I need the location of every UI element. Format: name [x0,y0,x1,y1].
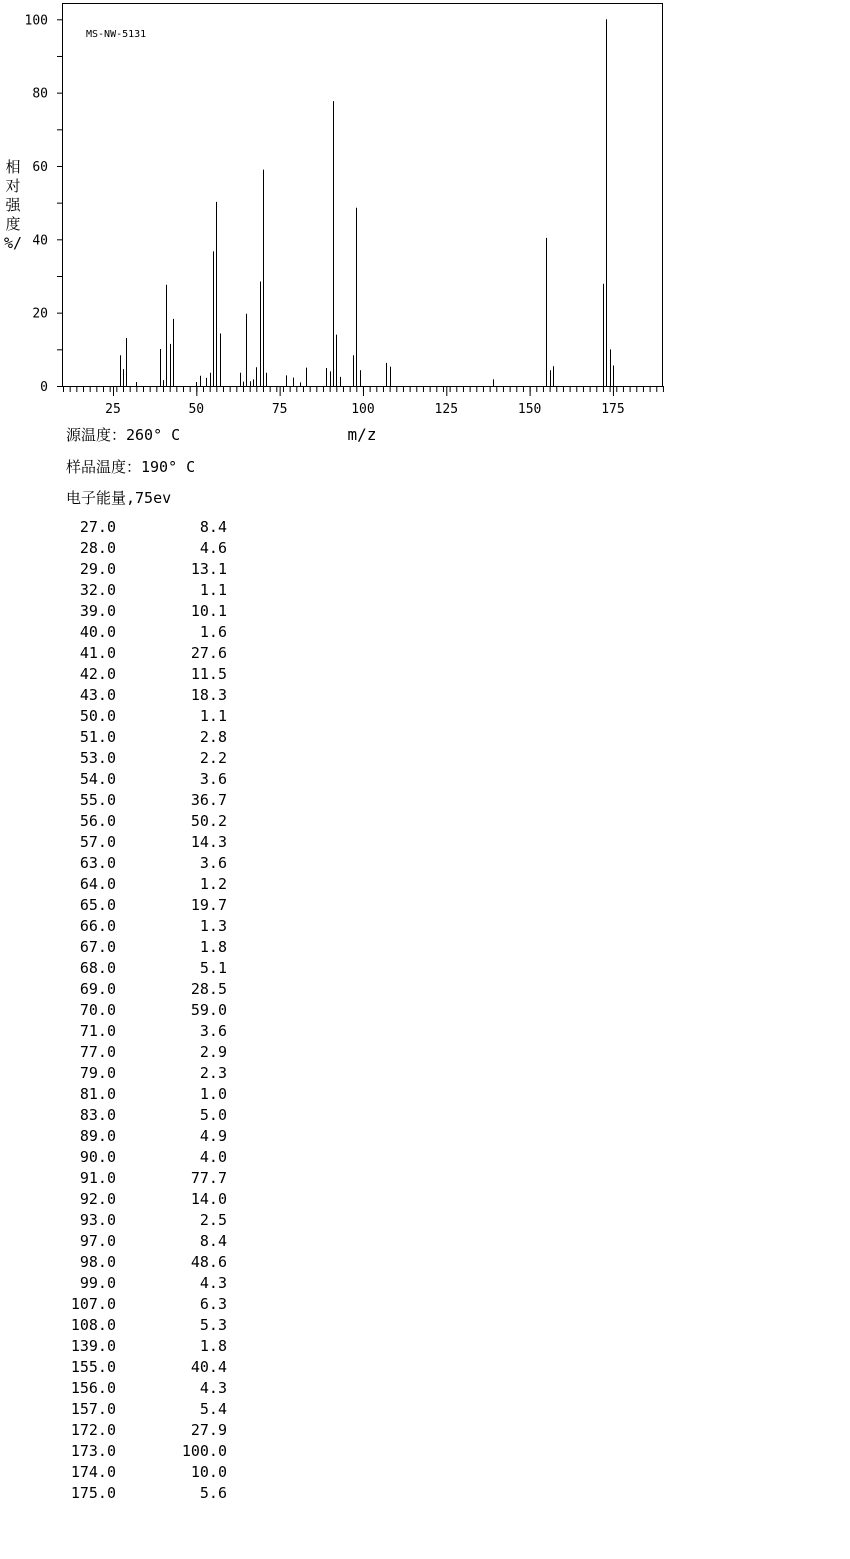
peak-mz: 173.0 [70,1442,116,1460]
peak-intensity: 4.6 [199,539,227,557]
peak-intensity: 2.2 [199,749,227,767]
y-tick-label: 0 [40,380,48,395]
x-tick-label: 150 [517,402,542,417]
y-tick-label: 80 [32,86,48,102]
peak-intensity: 13.1 [190,560,227,578]
peak-intensity: 1.3 [199,917,227,935]
peak-mz: 157.0 [70,1400,116,1418]
peak-intensity: 28.5 [190,980,227,998]
peak-mz: 70.0 [79,1001,116,1019]
spectrum-peaks [121,19,614,386]
peak-mz: 39.0 [79,602,116,620]
peak-intensity: 3.6 [199,770,227,788]
peak-intensity: 11.5 [190,665,227,683]
peak-intensity: 1.8 [199,938,227,956]
peak-mz: 77.0 [79,1043,116,1061]
peak-mz: 97.0 [79,1232,116,1250]
peak-mz: 56.0 [79,812,116,830]
peak-mz: 32.0 [79,581,116,599]
peak-mz: 175.0 [70,1484,116,1502]
peak-intensity: 1.8 [199,1337,227,1355]
peak-mz: 53.0 [79,749,116,767]
peak-mz: 69.0 [79,980,116,998]
peak-mz: 107.0 [70,1295,116,1313]
peak-mz: 108.0 [70,1316,116,1334]
x-tick-label: 25 [105,402,121,417]
peak-mz: 40.0 [79,623,116,641]
peak-mz: 91.0 [79,1169,116,1187]
peak-mz: 93.0 [79,1211,116,1229]
peak-mz: 54.0 [79,770,116,788]
peak-mz: 65.0 [79,896,116,914]
peak-mz: 50.0 [79,707,116,725]
y-axis-label-char: 相 [5,158,21,176]
peak-intensity: 18.3 [190,686,227,704]
x-tick-label: 50 [188,402,205,417]
y-axis-label [4,158,22,252]
peak-mz: 98.0 [79,1253,116,1271]
peak-mz: 99.0 [79,1274,116,1292]
peak-intensity: 1.2 [199,875,227,893]
y-tick-label: 40 [32,233,48,249]
peak-intensity: 2.3 [199,1064,227,1082]
peak-intensity: 8.4 [199,1232,227,1250]
sample-temperature: 样品温度：190° C [66,458,196,476]
mass-spectrum-chart [0,0,850,450]
peak-intensity: 4.9 [199,1127,227,1145]
peak-intensity: 77.7 [190,1169,227,1187]
peak-intensity: 4.3 [199,1379,227,1397]
peak-mz: 79.0 [79,1064,116,1082]
peak-mz: 66.0 [79,917,116,935]
peak-mz: 92.0 [79,1190,116,1208]
peak-intensity: 5.0 [199,1106,227,1124]
peak-mz: 139.0 [70,1337,116,1355]
y-axis-label-char: %/ [3,234,23,252]
peak-intensity: 10.1 [190,602,227,620]
peak-intensity: 8.4 [199,518,227,536]
plot-frame [63,4,663,387]
y-axis-label-char: 对 [5,177,21,195]
y-tick-label: 60 [32,159,48,175]
y-tick-label: 20 [32,306,48,322]
peak-mz: 89.0 [79,1127,116,1145]
peak-intensity: 2.8 [199,728,227,746]
peak-mz: 68.0 [79,959,116,977]
y-axis-label-char: 强 [5,196,21,214]
peak-intensity: 40.4 [190,1358,227,1376]
peak-intensity: 5.3 [199,1316,227,1334]
peak-intensity: 100.0 [181,1442,227,1460]
peak-intensity: 36.7 [190,791,227,809]
y-axis-ticks [25,13,63,395]
peak-intensity: 2.9 [199,1043,227,1061]
x-tick-label: 175 [601,402,625,417]
peak-intensity: 3.6 [199,1022,227,1040]
peak-mz: 41.0 [79,644,116,662]
peak-mz: 63.0 [79,854,116,872]
peak-mz: 64.0 [79,875,116,893]
peak-intensity: 2.5 [199,1211,227,1229]
peak-intensity: 27.9 [190,1421,227,1439]
peak-intensity: 14.3 [190,833,227,851]
y-tick-label: 100 [24,13,48,29]
y-axis-label-char: 度 [5,215,21,233]
peak-intensity: 1.1 [199,581,227,599]
x-axis-label: m/z [347,425,377,444]
peak-mz: 67.0 [79,938,116,956]
peak-intensity: 14.0 [190,1190,227,1208]
peak-intensity: 59.0 [190,1001,227,1019]
peak-mz: 172.0 [70,1421,116,1439]
peak-mz: 81.0 [79,1085,116,1103]
peak-intensity: 1.0 [199,1085,227,1103]
peak-mz: 28.0 [79,539,116,557]
peak-mz: 55.0 [79,791,116,809]
peak-intensity: 48.6 [190,1253,227,1271]
peak-intensity: 6.3 [199,1295,227,1313]
peak-mz: 71.0 [79,1022,116,1040]
peak-intensity: 10.0 [190,1463,227,1481]
peak-intensity: 5.6 [199,1484,227,1502]
peak-intensity: 1.6 [199,623,227,641]
peak-mz: 51.0 [79,728,116,746]
peak-intensity: 1.1 [199,707,227,725]
electron-energy: 电子能量,75ev [66,489,172,507]
peak-intensity: 5.1 [199,959,227,977]
source-temperature: 源温度：260° C [66,426,181,444]
peak-intensity: 3.6 [199,854,227,872]
peak-mz: 43.0 [79,686,116,704]
peak-intensity: 4.3 [199,1274,227,1292]
peak-mz: 83.0 [79,1106,116,1124]
peak-mz: 155.0 [70,1358,116,1376]
x-tick-label: 100 [351,402,375,417]
peak-intensity: 4.0 [199,1148,227,1166]
x-tick-label: 125 [434,402,459,417]
peak-intensity: 50.2 [190,812,227,830]
peak-mz: 27.0 [79,518,116,536]
peak-mz: 174.0 [70,1463,116,1481]
x-tick-label: 75 [271,402,288,417]
peak-intensity: 19.7 [190,896,227,914]
peak-mz: 29.0 [79,560,116,578]
peak-mz: 156.0 [70,1379,116,1397]
peak-mz: 42.0 [79,665,116,683]
spectrum-code: MS-NW-5131 [86,29,147,40]
peak-intensity: 27.6 [190,644,227,662]
peak-mz: 90.0 [79,1148,116,1166]
peak-mz: 57.0 [79,833,116,851]
peak-intensity: 5.4 [199,1400,227,1418]
